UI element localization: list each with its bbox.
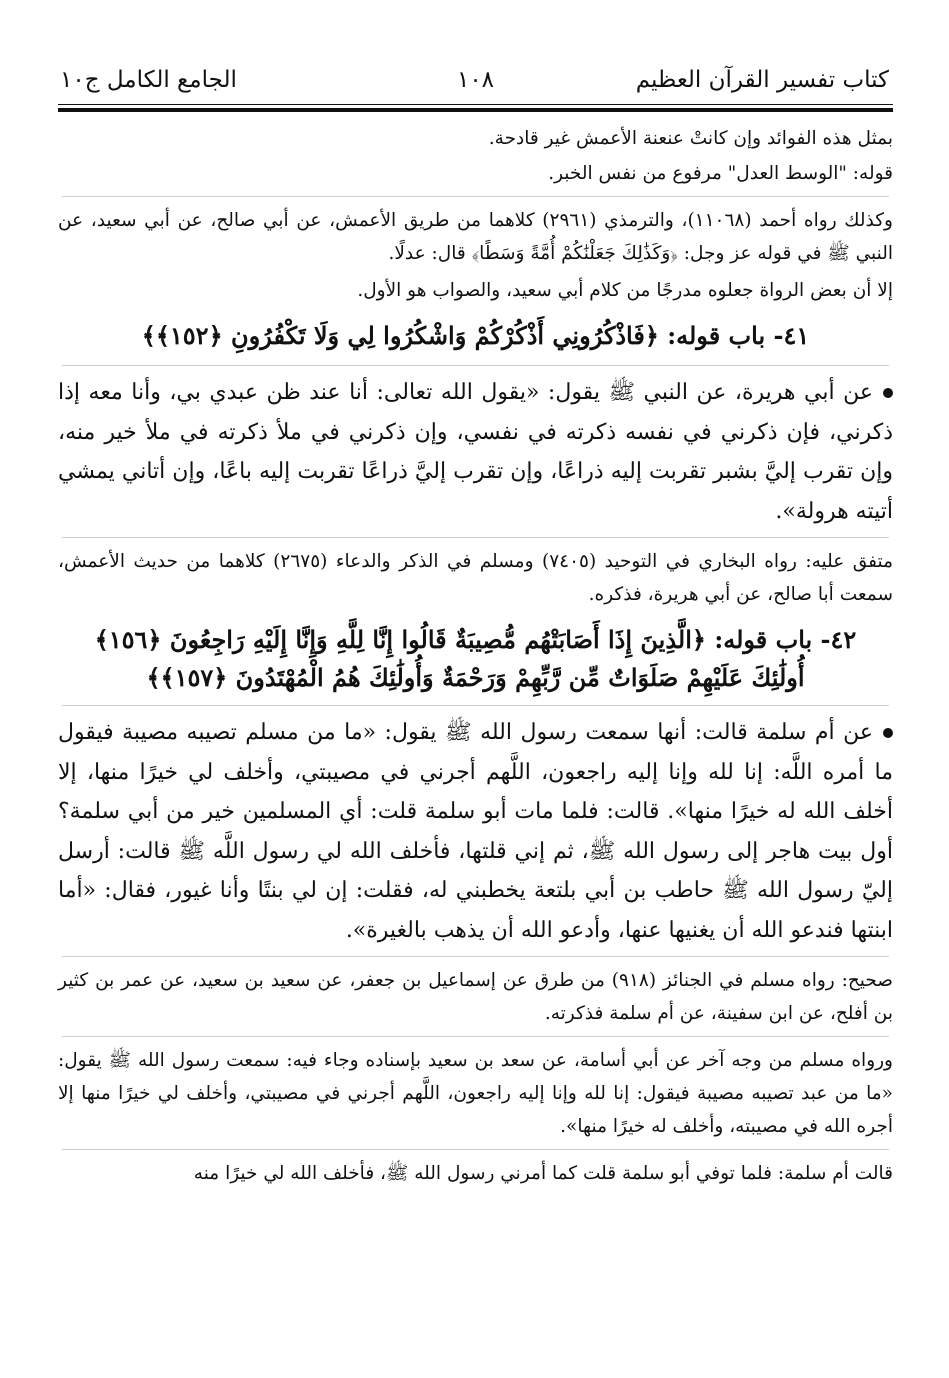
divider bbox=[62, 1036, 889, 1038]
quran-verse-line-1: ﴿الَّذِينَ إِذَا أَصَابَتْهُم مُّصِيبَةٌ قَالُوا إِنَّا لِلَّهِ وَإِنَّا إِلَيْهِ رَاجِعُونَ ﴿١٥٦﴾ bbox=[94, 625, 706, 654]
chapter-label: ٤١- باب قوله: bbox=[667, 321, 810, 350]
chapter-heading-41 bbox=[58, 313, 893, 359]
divider bbox=[62, 705, 889, 707]
divider bbox=[62, 365, 889, 367]
book-title: كتاب تفسير القرآن العظيم bbox=[635, 67, 889, 93]
chapter-label: ٤٢- باب قوله: bbox=[714, 625, 857, 654]
intro-notes-continued bbox=[58, 204, 893, 307]
divider bbox=[62, 1149, 889, 1151]
header-rule-thin bbox=[58, 104, 893, 105]
takhrij-note: متفق عليه: رواه البخاري في التوحيد (٧٤٠٥) ومسلم في الذكر والدعاء (٢٦٧٥) كلاهما من حديث الأعمش، سمعت أبا صالح، عن أبي هريرة، فذكره. bbox=[58, 551, 894, 605]
divider bbox=[62, 956, 889, 958]
bullet-icon bbox=[883, 388, 893, 398]
note-paragraph: بمثل هذه الفوائد وإن كانتْ عنعنة الأعمش غير قادحة. bbox=[488, 128, 893, 149]
takhrij-note: قالت أم سلمة: فلما توفي أبو سلمة قلت كما أمرني رسول الله ﷺ، فأخلف الله لي خيرًا منه bbox=[193, 1163, 893, 1184]
intro-notes bbox=[58, 122, 893, 190]
page-number: ١٠٨ bbox=[456, 67, 495, 93]
note-paragraph: إلا أن بعض الرواة جعلوه مدرجًا من كلام أبي سعيد، والصواب هو الأول. bbox=[357, 280, 893, 301]
running-header bbox=[58, 60, 893, 100]
divider bbox=[62, 537, 889, 539]
hadith-text bbox=[58, 713, 893, 950]
hadith-body: عن أم سلمة قالت: أنها سمعت رسول الله ﷺ يقول: «ما من مسلم تصيبه مصيبة فيقول ما أمره اللَّه: إنا لله وإنا إليه راجعون، اللَّهم أجرني في مصيبتي، وأخلف لي خيرًا منها، إلا أخلف الله له خيرًا منها». قالت: فلما مات أبو سلمة قلت: أي المسلمين خير من أبي سلمة؟ أول بيت هاجر إلى رسول الله ﷺ، ثم إني قلتها، فأخلف الله لي رسول اللَّه ﷺ قالت: أرسل إليّ رسول الله ﷺ حاطب بن أبي بلتعة يخطبني له، فقلت: إن لي بنتًا وأنا غيور، فقال: «أما ابنتها فندعو الله أن يغنيها عنها، وأدعو الله أن يذهب بالغيرة». bbox=[58, 720, 893, 943]
quran-verse: ﴿فَاذْكُرُونِي أَذْكُرْكُمْ وَاشْكُرُوا لِي وَلَا تَكْفُرُونِ ﴿١٥٢﴾﴾ bbox=[141, 321, 659, 350]
takhrij-note: صحيح: رواه مسلم في الجنائز (٩١٨) من طرق عن إسماعيل بن جعفر، عن سعيد بن سعيد، عن عمر بن كثير بن أفلح، عن ابن سفينة، عن أم سلمة فذكرته. bbox=[58, 970, 893, 1024]
volume-title: الجامع الكامل ج١٠ bbox=[60, 67, 237, 93]
chapter-heading-line-1 bbox=[58, 621, 893, 659]
note-paragraph: قوله: "الوسط العدل" مرفوع من نفس الخبر. bbox=[548, 163, 893, 184]
takhrij-note: ورواه مسلم من وجه آخر عن أبي أسامة، عن سعد بن سعيد بإسناده وجاء فيه: سمعت رسول الله ﷺ يقول: «ما من عبد تصيبه مصيبة فيقول: إنا لله وإنا إليه راجعون، اللَّهم أجرني في مصيبتي، وأخلف لي خيرًا منها إلا أجره الله في مصيبته، وأخلف له خيرًا منها». bbox=[58, 1050, 893, 1137]
divider bbox=[62, 196, 889, 198]
hadith-text bbox=[58, 373, 893, 531]
bullet-icon bbox=[883, 728, 893, 738]
quran-verse-line-2: أُولَٰئِكَ عَلَيْهِمْ صَلَوَاتٌ مِّن رَّبِّهِمْ وَرَحْمَةٌ وَأُولَٰئِكَ هُمُ الْمُهْتَدُونَ ﴿١٥٧﴾﴾ bbox=[146, 663, 805, 692]
header-rule-thick bbox=[58, 108, 893, 112]
note-paragraph: وكذلك رواه أحمد (١١٠٦٨)، والترمذي (٢٩٦١) كلاهما من طريق الأعمش، عن أبي صالح، عن أبي سعيد، عن النبي ﷺ في قوله عز وجل: ﴿وَكَذَٰلِكَ جَعَلْنَٰكُمْ أُمَّةً وَسَطًا﴾ قال: عدلًا. bbox=[58, 210, 893, 264]
chapter-heading-42 bbox=[58, 621, 893, 697]
hadith-body: عن أبي هريرة، عن النبي ﷺ يقول: «يقول الله تعالى: أنا عند ظن عبدي بي، وأنا معه إذا ذكرني، فإن ذكرني في نفسه ذكرته في نفسي، وإن ذكرني في ملأ ذكرته في ملأ خير منه، وإن تقرب إليَّ بشبر تقربت إليه ذراعًا، وإن تقرب إليَّ ذراعًا تقربت إليه باعًا، وإن أتاني يمشي أتيته هرولة». bbox=[58, 380, 893, 524]
